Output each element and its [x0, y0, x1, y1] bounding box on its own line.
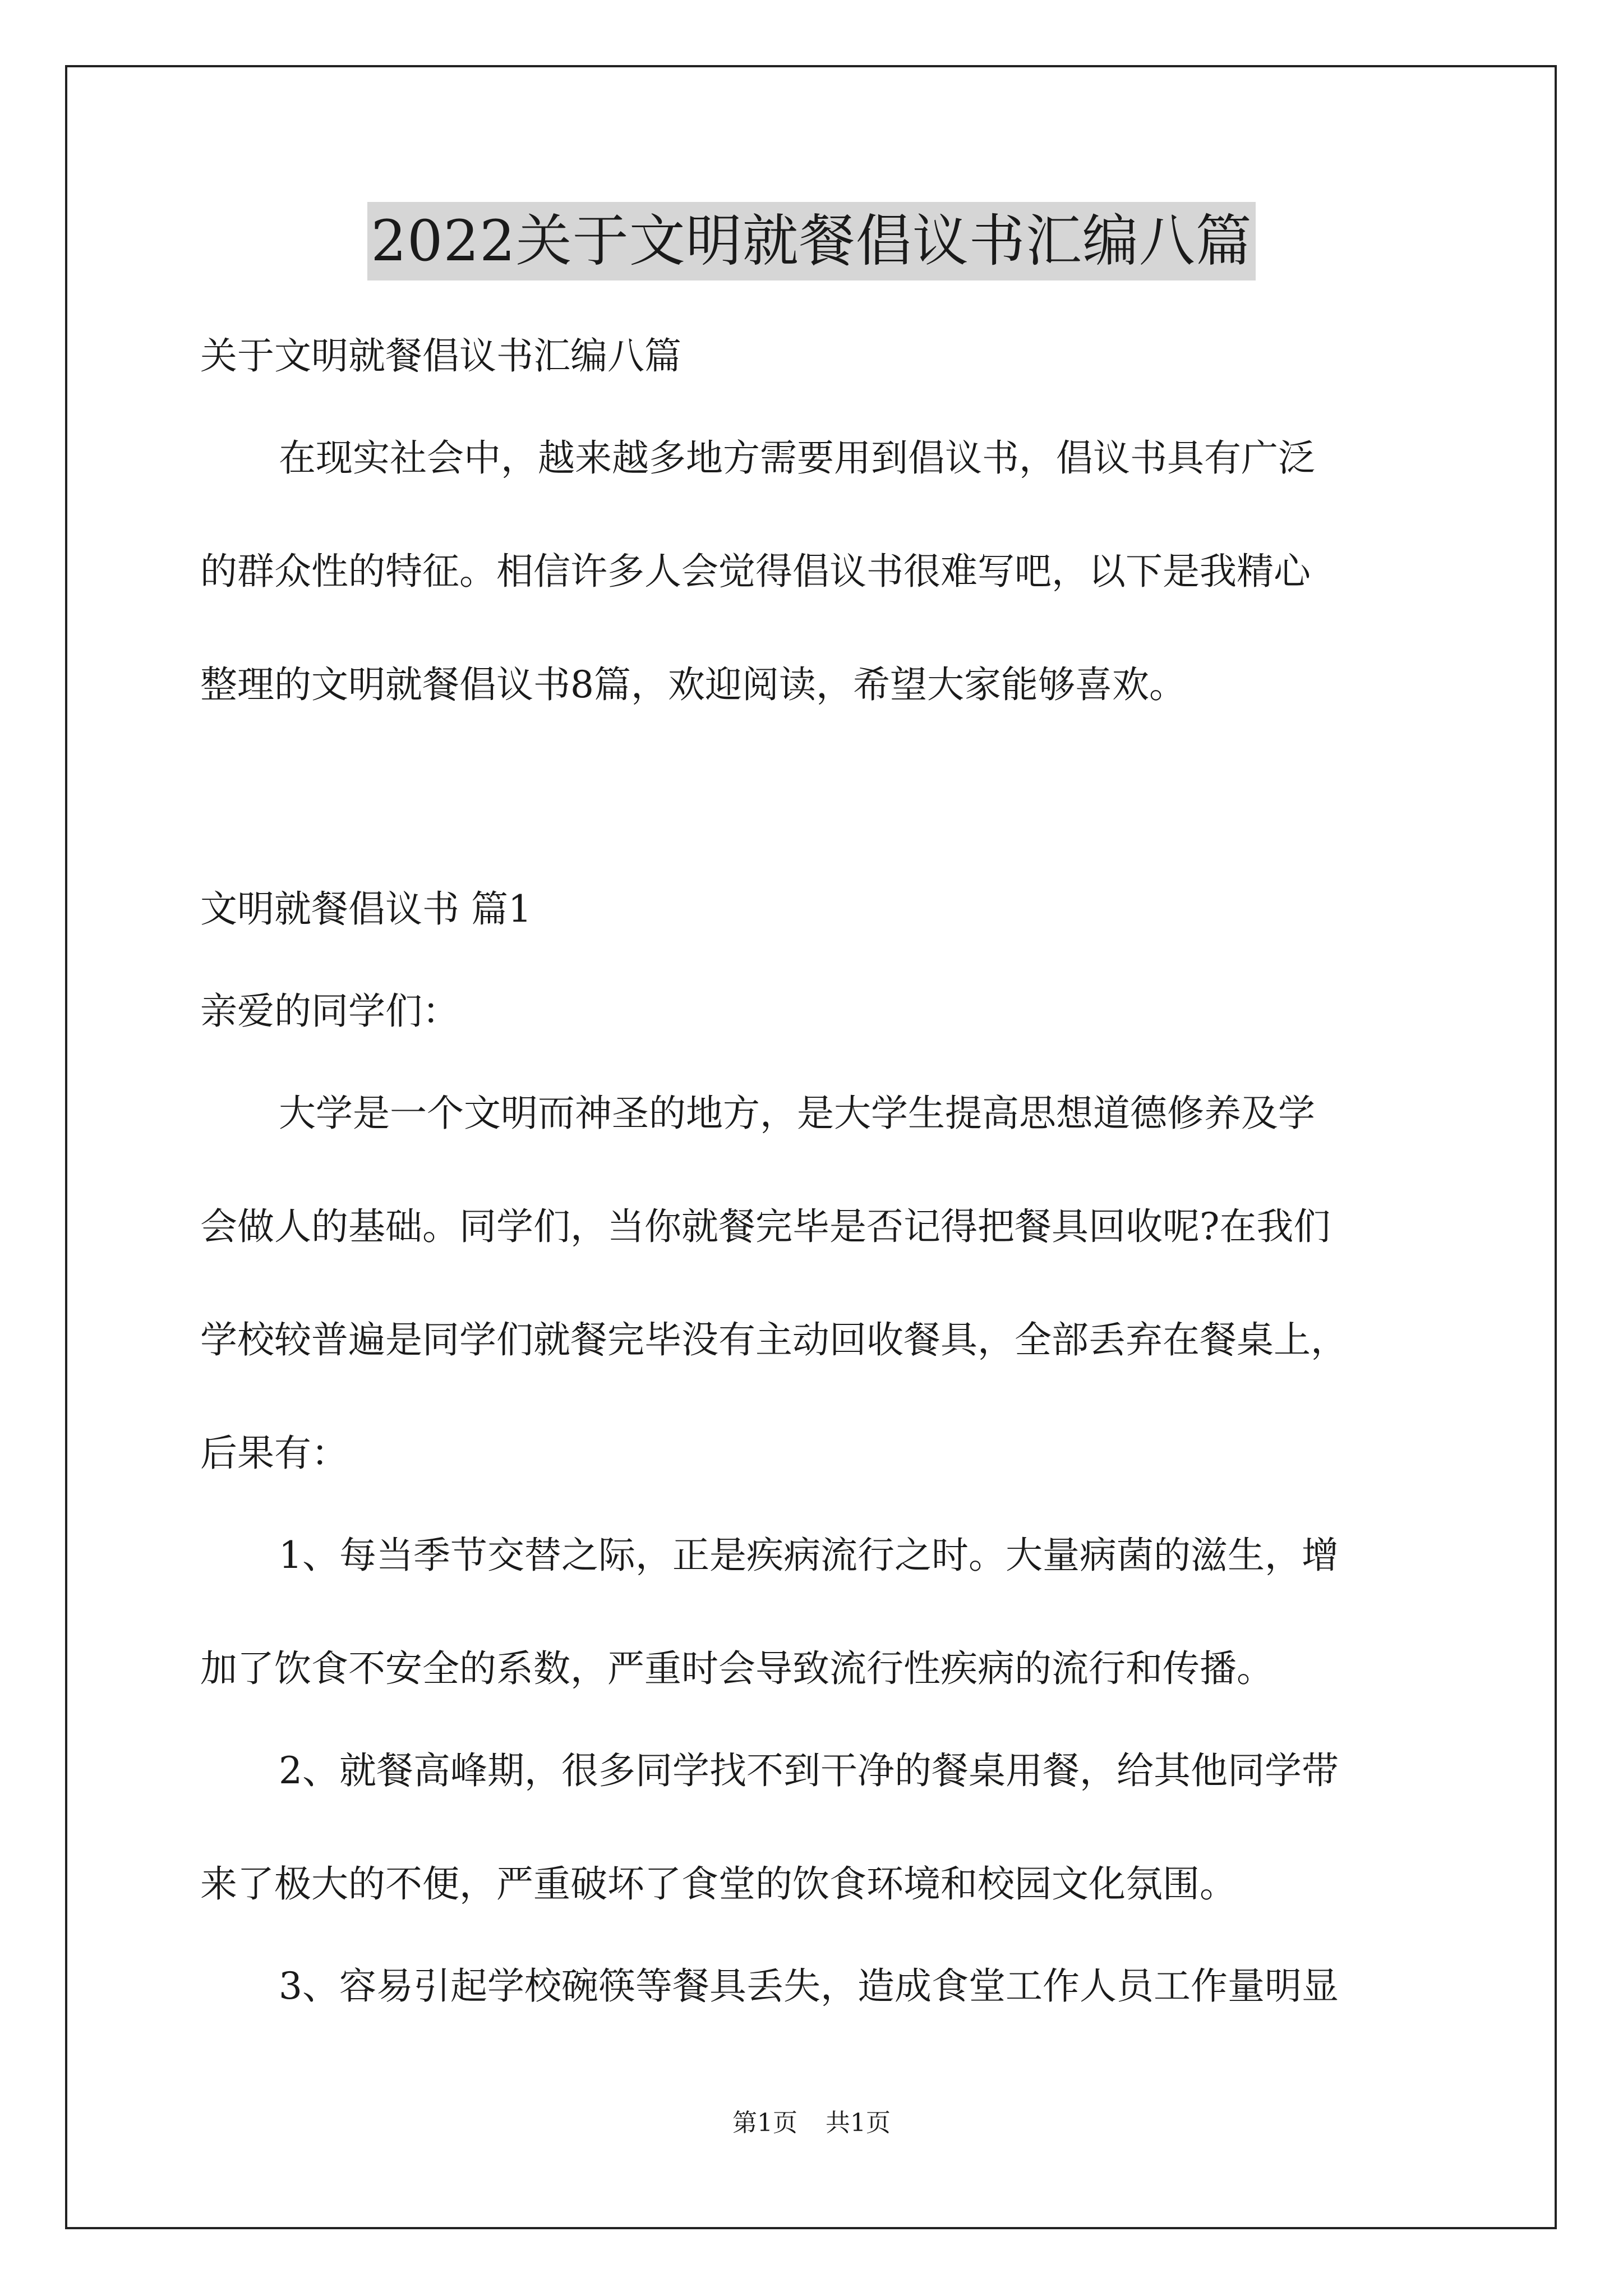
intro-line: 整理的文明就餐倡议书8篇，欢迎阅读，希望大家能够喜欢。	[200, 663, 1186, 706]
page-footer	[0, 2106, 1623, 2140]
page-number: 第1页	[732, 2109, 797, 2137]
body-line: 2、就餐高峰期，很多同学找不到干净的餐桌用餐，给其他同学带	[279, 1749, 1339, 1792]
document-body	[200, 314, 1434, 2012]
greeting: 亲爱的同学们：	[200, 990, 459, 1033]
body-line: 大学是一个文明而神圣的地方，是大学生提高思想道德修养及学	[279, 1092, 1315, 1135]
body-line: 来了极大的不便，严重破坏了食堂的饮食环境和校园文化氛围。	[200, 1862, 1237, 1906]
body-line: 后果有：	[200, 1432, 348, 1475]
body-line: 1、每当季节交替之际，正是疾病流行之时。大量病菌的滋生，增	[279, 1534, 1339, 1577]
body-line: 3、容易引起学校碗筷等餐具丢失，造成食堂工作人员工作量明显	[279, 1964, 1339, 2008]
title-area	[0, 202, 1623, 280]
page-total: 共1页	[826, 2109, 891, 2137]
body-line: 会做人的基础。同学们，当你就餐完毕是否记得把餐具回收呢?在我们	[200, 1205, 1331, 1248]
document-subtitle: 关于文明就餐倡议书汇编八篇	[200, 334, 681, 378]
intro-line: 在现实社会中，越来越多地方需要用到倡议书，倡议书具有广泛	[279, 436, 1315, 480]
body-line: 学校较普遍是同学们就餐完毕没有主动回收餐具，全部丢弃在餐桌上，	[200, 1318, 1348, 1361]
section-heading: 文明就餐倡议书 篇1	[200, 887, 532, 931]
intro-line: 的群众性的特征。相信许多人会觉得倡议书很难写吧，以下是我精心	[200, 550, 1311, 593]
body-line: 加了饮食不安全的系数，严重时会导致流行性疾病的流行和传播。	[200, 1647, 1274, 1690]
document-title: 2022关于文明就餐倡议书汇编八篇	[367, 202, 1256, 280]
